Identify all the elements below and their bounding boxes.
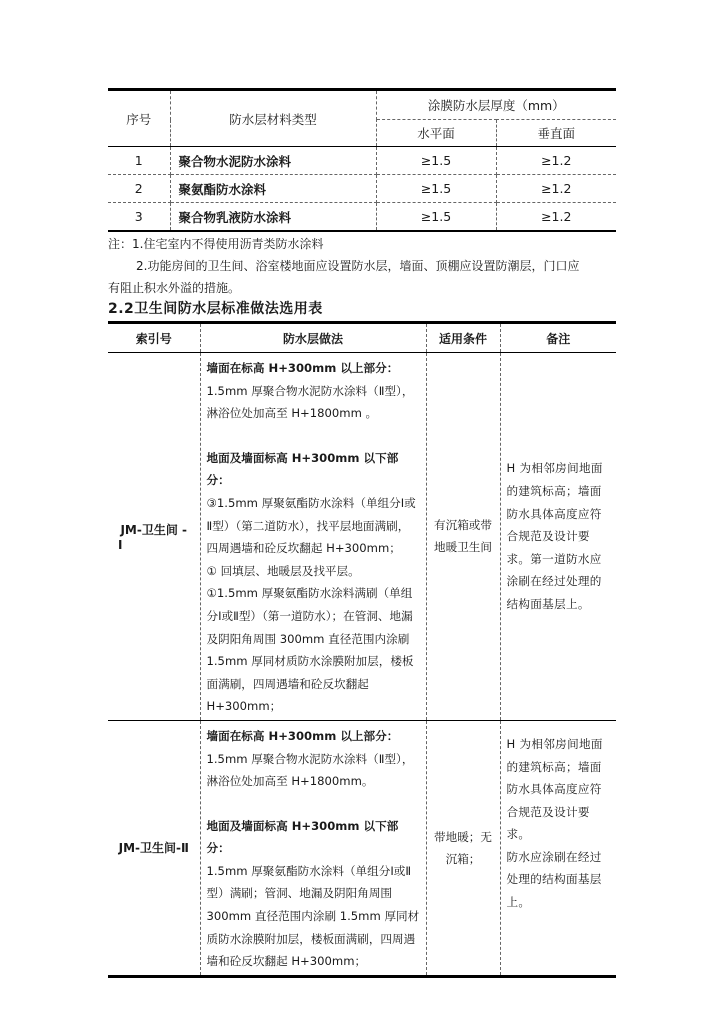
wall-title: 墙面在标高 H+300mm 以上部分：	[206, 361, 399, 375]
header-thickness: 涂膜防水层厚度（mm）	[376, 90, 616, 120]
wall-text: 1.5mm 厚聚合物水泥防水涂料（Ⅱ型），淋浴位处加高至 H+1800mm 。	[206, 383, 414, 421]
row-horizontal: ≥1.5	[376, 147, 496, 175]
row-no: 1	[108, 147, 170, 175]
header-method: 防水层做法	[200, 323, 426, 353]
remark-text-1: H 为相邻房间地面的建筑标高；墙面防水具体高度应符合规范及设计要求。	[506, 736, 603, 842]
row-vertical: ≥1.2	[496, 203, 616, 232]
coating-thickness-table	[108, 88, 616, 232]
index-cell	[108, 353, 200, 721]
condition-cell: 带地暖；无沉箱；	[426, 720, 500, 976]
row-material: 聚合物乳液防水涂料	[170, 203, 376, 232]
header-index: 索引号	[108, 323, 200, 353]
header-no: 序号	[108, 90, 170, 147]
floor-title: 地面及墙面标高 H+300mm 以下部分：	[206, 450, 399, 488]
header-remark: 备注	[500, 323, 616, 353]
wall-text: 1.5mm 厚聚合物水泥防水涂料（Ⅱ型），淋浴位处加高至 H+1800mm。	[206, 751, 414, 789]
row-vertical: ≥1.2	[496, 175, 616, 203]
header-horizontal: 水平面	[376, 120, 496, 147]
condition-cell: 有沉箱或带地暖卫生间	[426, 353, 500, 721]
table-row	[108, 353, 616, 721]
row-no: 3	[108, 203, 170, 232]
note-line-3: 有阻止积水外溢的措施。	[108, 281, 241, 295]
header-material: 防水层材料类型	[170, 90, 376, 147]
row-horizontal: ≥1.5	[376, 175, 496, 203]
index-label-cont: Ⅰ	[118, 537, 123, 552]
floor-text: 1.5mm 厚聚氨酯防水涂料（单组分Ⅰ或Ⅱ型）满刷；管洞、地漏及阴阳角周围 300mm 直径范围内涂刷 1.5mm 厚同材质防水涂膜附加层，楼板面满刷，四周遇墙和砼反坎翻起 H+300mm；	[206, 863, 420, 969]
floor-layer-3: ③1.5mm 厚聚氨酯防水涂料（单组分Ⅰ或Ⅱ型）（第二道防水），找平层地面满刷，四周遇墙和砼反坎翻起 H+300mm；	[206, 495, 416, 556]
remark-cell: H 为相邻房间地面的建筑标高；墙面防水具体高度应符合规范及设计要求。第一道防水应涂刷在经过处理的结构面基层上。	[500, 353, 616, 721]
floor-layer-1: ①1.5mm 厚聚氨酯防水涂料满刷（单组分Ⅰ或Ⅱ型）（第一道防水）；在管洞、地漏及阴阳角周围 300mm 直径范围内涂刷 1.5mm 厚同材质防水涂膜附加层，楼板面满刷，四周遇墙和砼反坎翻起 H+300mm；	[206, 586, 414, 714]
note-line-2: 2.功能房间的卫生间、浴室楼地面应设置防水层，墙面、顶棚应设置防潮层，门口应	[136, 259, 580, 273]
row-material: 聚合物水泥防水涂料	[170, 147, 376, 175]
remark-text-2: 防水应涂刷在经过处理的结构面基层上。	[506, 849, 602, 910]
section-title: 2.2卫生间防水层标准做法选用表	[108, 301, 323, 317]
method-cell	[200, 353, 426, 721]
table-row	[108, 720, 616, 976]
table-row	[108, 203, 616, 232]
waterproof-method-table	[108, 321, 616, 978]
table-row	[108, 147, 616, 175]
row-material: 聚氨酯防水涂料	[170, 175, 376, 203]
index-label: JM-卫生间-Ⅱ	[108, 720, 200, 976]
index-label: JM-卫生间 -	[120, 522, 188, 537]
table-row	[108, 175, 616, 203]
floor-layer-2: ① 回填层、地暖层及找平层。	[206, 563, 360, 578]
row-horizontal: ≥1.5	[376, 203, 496, 232]
floor-title: 地面及墙面标高 H+300mm 以下部分：	[206, 818, 399, 856]
note-line-1: 注：1.住宅室内不得使用沥青类防水涂料	[108, 237, 324, 251]
header-condition: 适用条件	[426, 323, 500, 353]
row-no: 2	[108, 175, 170, 203]
row-vertical: ≥1.2	[496, 147, 616, 175]
remark-cell	[500, 720, 616, 976]
wall-title: 墙面在标高 H+300mm 以上部分：	[206, 728, 399, 743]
header-vertical: 垂直面	[496, 120, 616, 147]
method-cell	[200, 720, 426, 976]
